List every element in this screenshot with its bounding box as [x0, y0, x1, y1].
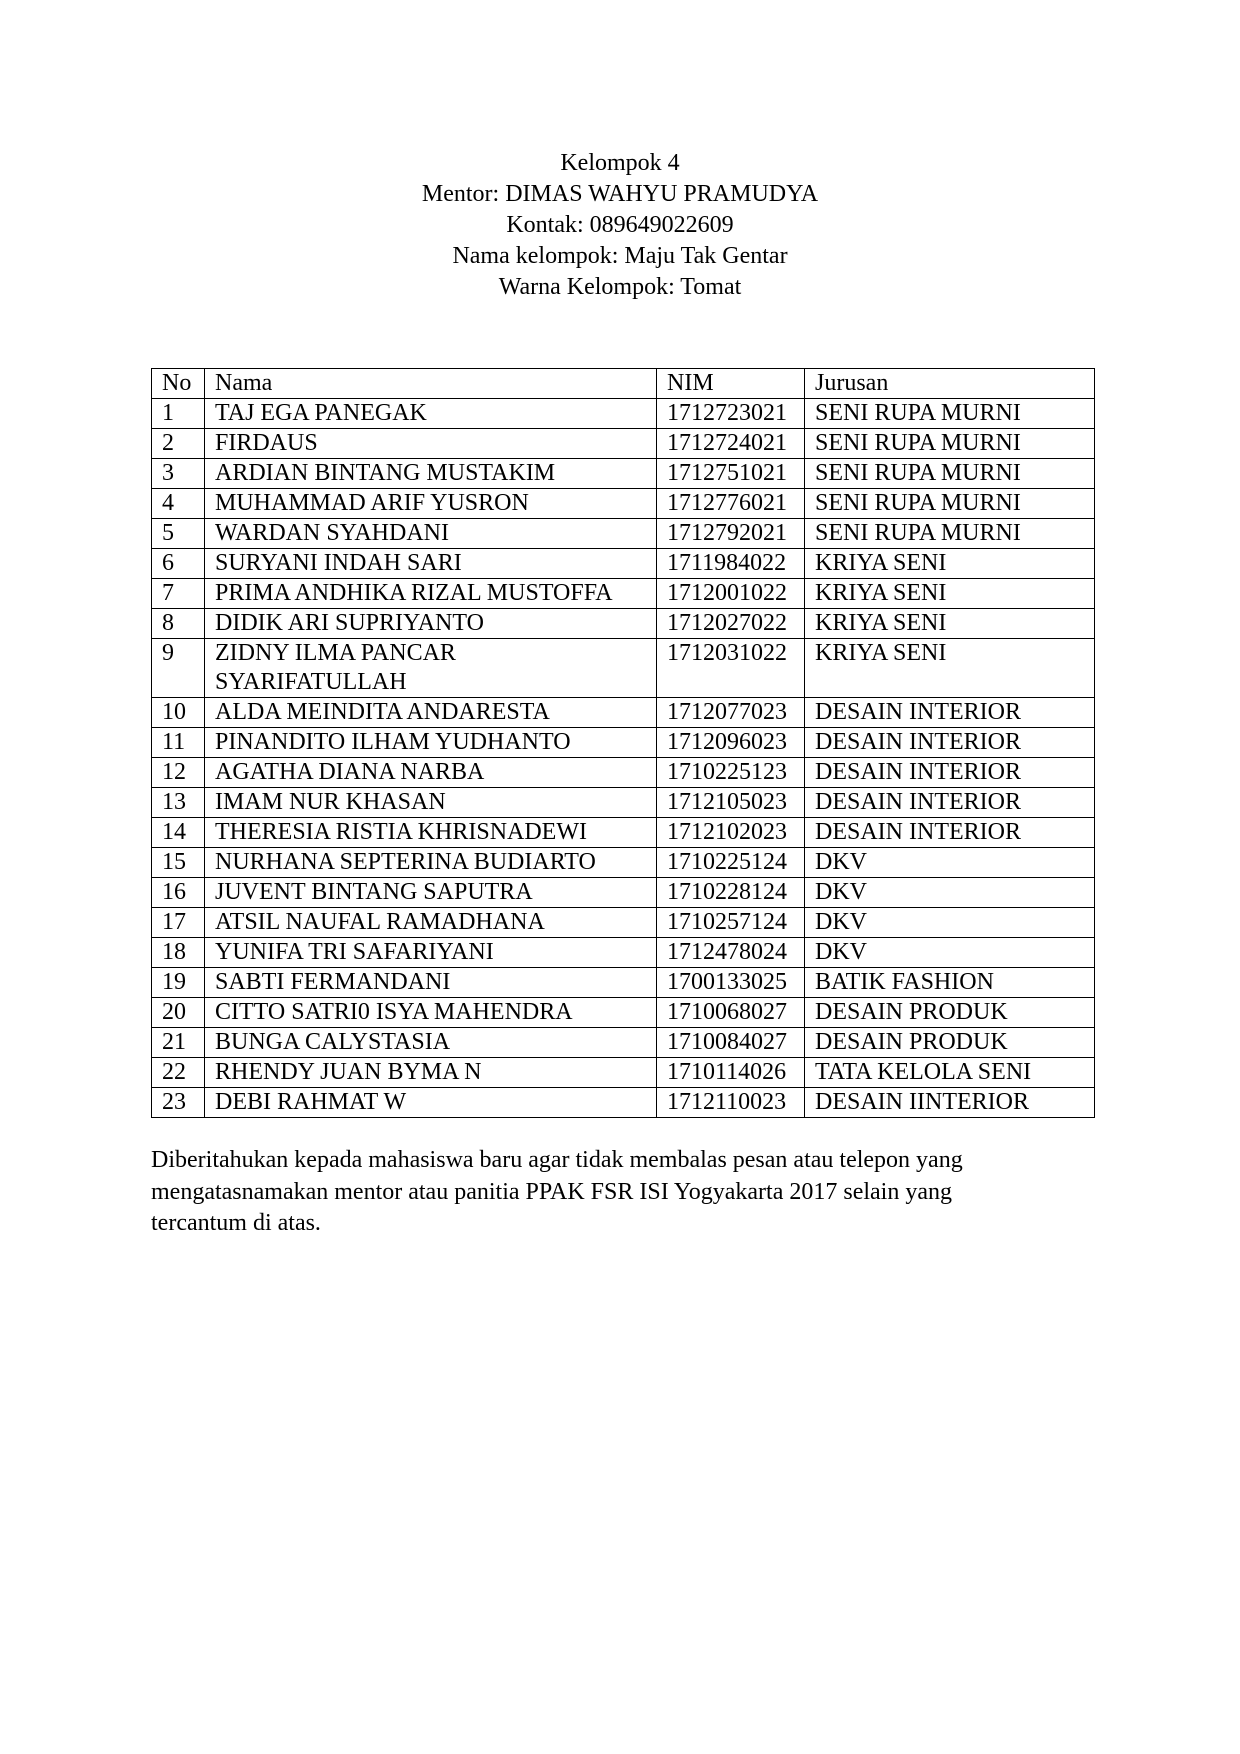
cell-jurusan: KRIYA SENI — [805, 549, 1095, 579]
cell-no: 15 — [152, 848, 205, 878]
cell-nim: 1711984022 — [657, 549, 805, 579]
cell-jurusan: DESAIN PRODUK — [805, 998, 1095, 1028]
cell-jurusan: TATA KELOLA SENI — [805, 1058, 1095, 1088]
cell-nama: IMAM NUR KHASAN — [205, 788, 657, 818]
cell-no: 4 — [152, 489, 205, 519]
table-row — [152, 758, 1095, 788]
cell-nama: DIDIK ARI SUPRIYANTO — [205, 609, 657, 639]
header-nim: NIM — [657, 369, 805, 399]
cell-nim: 1710228124 — [657, 878, 805, 908]
cell-no: 19 — [152, 968, 205, 998]
table-row — [152, 489, 1095, 519]
member-table — [151, 368, 1095, 1118]
table-row — [152, 1058, 1095, 1088]
group-color-line: Warna Kelompok: Tomat — [498, 274, 742, 300]
cell-nim: 1710084027 — [657, 1028, 805, 1058]
table-row — [152, 549, 1095, 579]
cell-no: 8 — [152, 609, 205, 639]
member-rows — [152, 399, 1095, 1118]
cell-jurusan: DESAIN PRODUK — [805, 1028, 1095, 1058]
cell-nama: CITTO SATRI0 ISYA MAHENDRA — [205, 998, 657, 1028]
cell-no: 9 — [152, 639, 205, 698]
cell-nim: 1712723021 — [657, 399, 805, 429]
cell-no: 18 — [152, 938, 205, 968]
cell-nama: SABTI FERMANDANI — [205, 968, 657, 998]
cell-nim: 1712724021 — [657, 429, 805, 459]
cell-jurusan: DKV — [805, 848, 1095, 878]
table-row — [152, 788, 1095, 818]
cell-jurusan: DESAIN INTERIOR — [805, 758, 1095, 788]
cell-nim: 1712110023 — [657, 1088, 805, 1118]
group-header — [0, 148, 1240, 303]
cell-no: 6 — [152, 549, 205, 579]
cell-no: 14 — [152, 818, 205, 848]
header-jurusan: Jurusan — [805, 369, 1095, 399]
cell-no: 20 — [152, 998, 205, 1028]
table-row — [152, 429, 1095, 459]
table-row — [152, 1028, 1095, 1058]
mentor-line: Mentor: DIMAS WAHYU PRAMUDYA — [421, 181, 819, 207]
cell-nim: 1710114026 — [657, 1058, 805, 1088]
cell-no: 5 — [152, 519, 205, 549]
cell-no: 21 — [152, 1028, 205, 1058]
table-row — [152, 579, 1095, 609]
cell-jurusan: SENI RUPA MURNI — [805, 429, 1095, 459]
table-row — [152, 1088, 1095, 1118]
cell-no: 23 — [152, 1088, 205, 1118]
notice-paragraph: Diberitahukan kepada mahasiswa baru agar tidak membalas pesan atau telepon yang mengatasnamakan mentor atau panitia PPAK FSR ISI Yogyakarta 2017 selain yang tercantum di atas. — [151, 1147, 963, 1236]
header-no: No — [152, 369, 205, 399]
cell-jurusan: KRIYA SENI — [805, 609, 1095, 639]
table-row — [152, 459, 1095, 489]
table-header-row — [152, 369, 1095, 399]
cell-jurusan: DESAIN INTERIOR — [805, 818, 1095, 848]
cell-nama: WARDAN SYAHDANI — [205, 519, 657, 549]
cell-no: 2 — [152, 429, 205, 459]
cell-jurusan: DESAIN IINTERIOR — [805, 1088, 1095, 1118]
cell-no: 11 — [152, 728, 205, 758]
cell-nama: SURYANI INDAH SARI — [205, 549, 657, 579]
cell-no: 17 — [152, 908, 205, 938]
cell-jurusan: DESAIN INTERIOR — [805, 728, 1095, 758]
cell-no: 7 — [152, 579, 205, 609]
cell-nim: 1712751021 — [657, 459, 805, 489]
cell-nama: PINANDITO ILHAM YUDHANTO — [205, 728, 657, 758]
header-nama: Nama — [205, 369, 657, 399]
cell-nim: 1710225123 — [657, 758, 805, 788]
cell-no: 12 — [152, 758, 205, 788]
cell-nim: 1712478024 — [657, 938, 805, 968]
table-row — [152, 938, 1095, 968]
table-row — [152, 698, 1095, 728]
cell-no: 1 — [152, 399, 205, 429]
table-row — [152, 639, 1095, 698]
cell-nim: 1700133025 — [657, 968, 805, 998]
cell-no: 22 — [152, 1058, 205, 1088]
cell-nim: 1712096023 — [657, 728, 805, 758]
cell-nama: ARDIAN BINTANG MUSTAKIM — [205, 459, 657, 489]
cell-no: 16 — [152, 878, 205, 908]
cell-nama: BUNGA CALYSTASIA — [205, 1028, 657, 1058]
cell-jurusan: SENI RUPA MURNI — [805, 399, 1095, 429]
cell-nama: ATSIL NAUFAL RAMADHANA — [205, 908, 657, 938]
cell-no: 10 — [152, 698, 205, 728]
cell-jurusan: SENI RUPA MURNI — [805, 459, 1095, 489]
table-row — [152, 399, 1095, 429]
cell-nama: THERESIA RISTIA KHRISNADEWI — [205, 818, 657, 848]
cell-nim: 1712031022 — [657, 639, 805, 698]
cell-nim: 1710068027 — [657, 998, 805, 1028]
cell-jurusan: SENI RUPA MURNI — [805, 519, 1095, 549]
cell-jurusan: DKV — [805, 938, 1095, 968]
cell-nim: 1712105023 — [657, 788, 805, 818]
group-title: Kelompok 4 — [560, 150, 680, 176]
cell-jurusan: BATIK FASHION — [805, 968, 1095, 998]
cell-nama: MUHAMMAD ARIF YUSRON — [205, 489, 657, 519]
cell-nama: ALDA MEINDITA ANDARESTA — [205, 698, 657, 728]
cell-nim: 1710257124 — [657, 908, 805, 938]
cell-nama: ZIDNY ILMA PANCAR SYARIFATULLAH — [205, 639, 657, 698]
cell-nim: 1712102023 — [657, 818, 805, 848]
cell-nama: YUNIFA TRI SAFARIYANI — [205, 938, 657, 968]
cell-nama: JUVENT BINTANG SAPUTRA — [205, 878, 657, 908]
cell-nama: AGATHA DIANA NARBA — [205, 758, 657, 788]
cell-jurusan: KRIYA SENI — [805, 639, 1095, 698]
table-row — [152, 818, 1095, 848]
cell-nim: 1712027022 — [657, 609, 805, 639]
table-row — [152, 728, 1095, 758]
table-row — [152, 998, 1095, 1028]
table-row — [152, 609, 1095, 639]
table-row — [152, 519, 1095, 549]
cell-no: 3 — [152, 459, 205, 489]
table-row — [152, 908, 1095, 938]
cell-nama: DEBI RAHMAT W — [205, 1088, 657, 1118]
cell-jurusan: DESAIN INTERIOR — [805, 788, 1095, 818]
cell-nim: 1712792021 — [657, 519, 805, 549]
table-row — [152, 968, 1095, 998]
cell-nama: NURHANA SEPTERINA BUDIARTO — [205, 848, 657, 878]
cell-nama: PRIMA ANDHIKA RIZAL MUSTOFFA — [205, 579, 657, 609]
table-row — [152, 878, 1095, 908]
contact-line: Kontak: 089649022609 — [506, 212, 734, 238]
cell-jurusan: DKV — [805, 878, 1095, 908]
cell-nama: FIRDAUS — [205, 429, 657, 459]
group-name-line: Nama kelompok: Maju Tak Gentar — [452, 243, 788, 269]
cell-jurusan: SENI RUPA MURNI — [805, 489, 1095, 519]
cell-nim: 1712077023 — [657, 698, 805, 728]
cell-jurusan: KRIYA SENI — [805, 579, 1095, 609]
cell-nim: 1712001022 — [657, 579, 805, 609]
cell-nim: 1712776021 — [657, 489, 805, 519]
cell-nama: RHENDY JUAN BYMA N — [205, 1058, 657, 1088]
cell-jurusan: DKV — [805, 908, 1095, 938]
cell-no: 13 — [152, 788, 205, 818]
table-row — [152, 848, 1095, 878]
cell-nim: 1710225124 — [657, 848, 805, 878]
cell-jurusan: DESAIN INTERIOR — [805, 698, 1095, 728]
cell-nama: TAJ EGA PANEGAK — [205, 399, 657, 429]
